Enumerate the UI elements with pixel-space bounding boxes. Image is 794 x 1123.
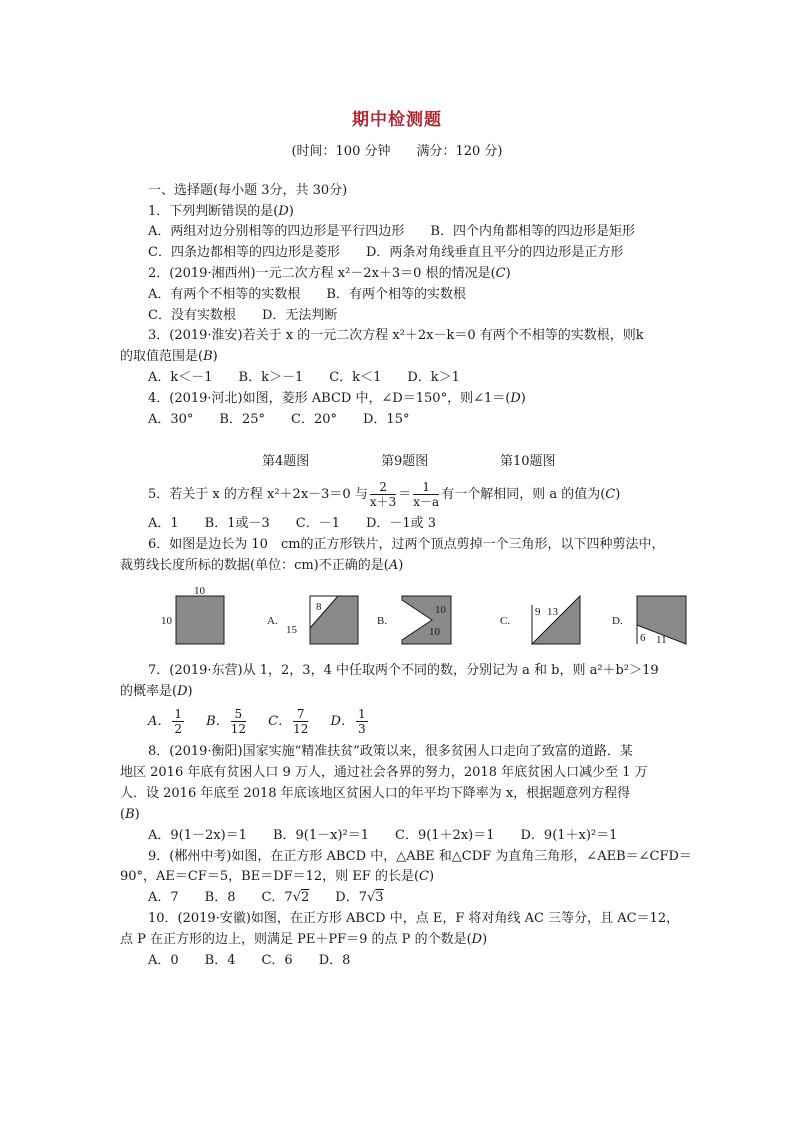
question-2: 2．(2019·湘西州)一元二次方程 x²－2x＋3＝0 根的情况是(C) [148,266,511,281]
q8-options: A．9(1－2x)＝1 B．9(1－x)²＝1 C．9(1＋2x)＝1 D．9(1＋x)²＝1 [148,828,618,843]
section-heading: 一、选择题(每小题 3分，共 30分) [148,183,348,198]
figure-caption-4: 第4题图 [262,454,310,469]
question-7: 7．(2019·东营)从 1，2，3，4 中任取两个不同的数，分别记为 a 和 b，则 a²＋b²＞19 [148,663,659,678]
label-d1: 6 [640,632,646,644]
q7-options: A． $\frac{1}{2}$ B． $\frac{5}{12}$ C． $\frac{7}{12}$ D． $\frac{1}{3}$ [148,707,366,736]
label-option-b: B. [377,615,388,627]
label-d2: 11 [656,634,667,646]
fraction: $\frac{7}{12}$ [293,707,309,736]
q1-options-row1: A．两组对边分别相等的四边形是平行四边形 B．四个内角都相等的四边形是矩形 [148,224,635,239]
label-b1: 10 [435,604,446,616]
label-side-top: 10 [194,585,205,597]
question-3: 3．(2019·淮安)若关于 x 的一元二次方程 x²＋2x－k＝0 有两个不相等的实数根，则k [148,328,644,343]
exam-info: (时间：100 分钟 满分：120 分) [291,144,503,159]
question-4: 4．(2019·河北)如图，菱形 ABCD 中，∠D＝150°，则∠1＝(D) [148,391,526,406]
q6-figures [150,585,710,655]
answer: C [605,487,616,502]
answer: C [495,266,506,281]
answer: B [125,807,135,822]
page-title: 期中检测题 [352,110,442,130]
figure-caption-10: 第10题图 [500,454,556,469]
figure-caption-9: 第9题图 [381,454,429,469]
q1-options-row2: C．四条边都相等的四边形是菱形 D．两条对角线垂直且平分的四边形是正方形 [148,245,624,260]
answer: B [203,349,213,364]
label-b2: 10 [429,626,440,638]
q9-options: A．7 B．8 C．7√2 D．7√3 [148,890,384,905]
question-8-cont3: (B) [120,807,140,822]
answer: D [177,684,188,699]
q4-options: A．30° B．25° C．20° D．15° [148,412,410,427]
question-10-cont: 点 P 在正方形的边上，则满足 PE＋PF＝9 的点 P 的个数是(D) [120,932,488,947]
q2-options-row1: A．有两个不相等的实数根 B．有两个相等的实数根 [148,287,466,302]
label-c1: 9 [535,606,541,618]
question-8-cont2: 人．设 2016 年底至 2018 年底该地区贫困人口的年平均下降率为 x，根据题意列方程得 [120,786,631,801]
question-10: 10．(2019·安徽)如图，在正方形 ABCD 中，点 E，F 将对角线 AC 三等分，且 AC＝12， [148,911,680,926]
fraction: $\frac{2}{x+3}$ [369,480,397,509]
answer: A [388,558,399,573]
fraction: $\frac{1}{3}$ [357,707,366,736]
question-9: 9．(郴州中考)如图，在正方形 ABCD 中，△ABE 和△CDF 为直角三角形，∠AEB＝∠CFD＝ [148,849,692,864]
question-8: 8．(2019·衡阳)国家实施“精准扶贫”政策以来，很多贫困人口走向了致富的道路．某 [148,744,633,759]
label-c2: 13 [547,606,558,618]
question-7-cont: 的概率是(D) [120,684,193,699]
label-a1: 8 [316,601,322,613]
question-6: 6．如图是边长为 10 cm的正方形铁片，过两个顶点剪掉一个三角形，以下四种剪法中， [148,537,665,552]
label-option-d: D. [612,615,623,627]
label-option-c: C. [500,615,511,627]
fraction: $\frac{1}{2}$ [174,707,183,736]
answer: D [471,932,483,947]
answer: C [419,869,429,884]
shape-c [532,596,580,644]
q5-options: A．1 B．1或－3 C．－1 D．－1或 3 [148,516,437,531]
label-a2: 15 [286,624,297,636]
question-9-cont: 90°，AE＝CF＝5，BE＝DF＝12，则 EF 的长是(C) [120,869,435,884]
q3-options: A．k＜－1 B．k＞－1 C．k＜1 D．k＞1 [148,370,460,385]
fraction: $\frac{5}{12}$ [230,707,247,736]
question-5: 5．若关于 x 的方程 x²＋2x－3＝0 与 $\frac{2}{x+3}$ ＝ $\frac{1}{x-a}$ 有一个解相同，则 a 的值为(C) [148,480,621,509]
fraction: $\frac{1}{x-a}$ [413,480,440,509]
question-1: 1．下列判断错误的是(D) [148,204,294,219]
label-option-a: A. [267,615,278,627]
q10-options: A．0 B．4 C．6 D．8 [148,953,351,968]
q2-options-row2: C．没有实数根 D．无法判断 [148,308,338,323]
label-side-left: 10 [161,615,172,627]
question-6-cont: 裁剪线长度所标的数据(单位：cm)不正确的是(A) [120,558,404,573]
square-original [176,596,224,644]
answer: D [510,391,521,406]
question-3-cont: 的取值范围是(B) [120,349,218,364]
question-8-cont1: 地区 2016 年底有贫困人口 9 万人，通过社会各界的努力，2018 年底贫困人口减少至 1 万 [120,765,648,780]
answer: D [278,204,289,219]
